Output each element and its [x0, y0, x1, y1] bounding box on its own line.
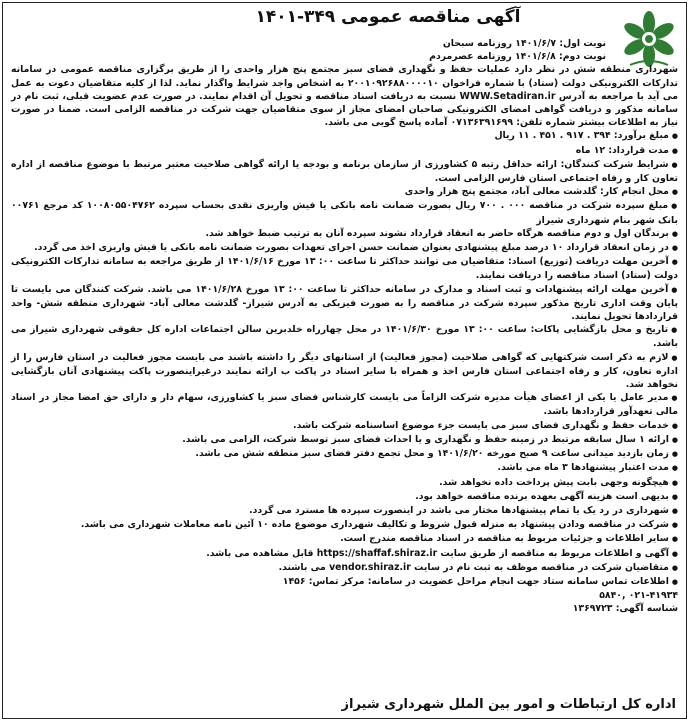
first-publication: نوبت اول: ۱۴۰۱/۶/۷ روزنامه سبحان	[442, 38, 606, 49]
list-item: ● خدمات حفظ و نگهداری فضای سبز می بایست جزء موضوع اساسنامه شرکت باشد.	[11, 419, 678, 433]
list-item: ● مدت قرارداد: ۱۲ ماه	[11, 144, 678, 158]
list-item: ● تاریخ و محل بازگشایی پاکات: ساعت ۰۰: ۱۳ مورخ ۱۴۰۱/۶/۳۰ در محل چهارراه خلدبرین سالن اجتماعات اداره کل حقوقی شهرداری شیراز می باشد.	[11, 323, 678, 350]
list-item: ● شرکت در مناقصه ودادن پیشنهاد به منزله قبول شروط و تکالیف شهرداری موضوع ماده ۱۰ آئین نامه معاملات شهرداری می باشد.	[11, 518, 678, 532]
list-item: ● برندگان اول و دوم مناقصه هرگاه حاضر به انعقاد قرارداد نشوند سپرده آنان به ترتیب ضبط خواهد شد.	[11, 227, 678, 241]
list-item: ● اطلاعات تماس سامانه ستاد جهت انجام مراحل عضویت در سامانه: مرکز تماس: ۱۴۵۶	[11, 575, 678, 589]
list-item: ● هیچگونه وجهی بابت پیش پرداخت داده نخواهد شد.	[11, 476, 678, 490]
list-item: ● آخرین مهلت دریافت (توزیع) اسناد: متقاضیان می توانند حداکثر تا ساعت ۰۰: ۱۳ مورخ ۱۴۰۱/۶/۱۶ از طریق مراجعه به سامانه تدارکات الکترونیکی دولت (ستاد) اسناد مناقصه را دریافت نمایند.	[11, 255, 678, 282]
list-item: ● شهرداری در رد یک یا تمام پیشنهادها مختار می باشد در اینصورت سپرده ها مسترد می گردد.	[11, 504, 678, 518]
list-item: ● در زمان انعقاد قرارداد ۱۰ درصد مبلغ پیشنهادی بعنوان ضمانت حسن اجرای تعهدات بصورت ضمانت نامه بانکی یا فیش واریزی اخذ می گردد.	[11, 241, 678, 255]
list-item: ● زمان بازدید میدانی ساعت ۹ صبح مورخه ۱۴۰۱/۶/۲۰ و محل تجمع دفتر فضای سبز منطقه شش می باشد.	[11, 447, 678, 461]
ad-identifier: شناسه آگهی: ۱۳۶۹۷۲۳	[572, 603, 678, 615]
list-item: ● متقاضیان شرکت در مناقصه موظف به ثبت نام در سایت vendor.shiraz.ir می باشند.	[11, 561, 678, 575]
intro-paragraph: شهرداری منطقه شش در نظر دارد عملیات حفظ و نگهداری فضای سبز مجتمع پنج هزار واحدی را از طریق برگزاری مناقصه عمومی در سامانه تدارکات الکترونیکی دولت (ستاد) با شماره فراخوان ۲۰۰۱۰۹۲۶۸۸۰۰۰۰۱۰ به اشخاص واجد شرایط واگذار نماید. لذا از کلیه متقاضیان دعوت به عمل می آید با مراجعه به آدرس WWW.Setadiran.ir نسبت به دریافت اسناد مناقصه و تحویل آن اقدام نمایند. در صورت عدم عضویت قبلی، ثبت نام در سامانه مذکور و دریافت گواهی امضای الکترونیکی صاحبان امضای مجاز از سوی متقاضیان جهت شرکت در مناقصه الزامی است. ضمنا در صورت نیاز به اطلاعات بیشتر شماره تلفن: ۰۷۱۳۶۳۹۱۶۹۹ آماده پاسخ گویی می باشد.	[11, 64, 679, 129]
list-item: ● آخرین مهلت ارائه پیشنهادات و ثبت اسناد و مدارک در سامانه حداکثر تا ساعت ۰۰: ۱۳ مورخ ۱۴۰۱/۶/۲۸ می باشد. شرکت کنندگان می بایست تا پایان وقت اداری تاریخ مذکور سپرده شرکت در مناقصه را به صورت فیزیکی به آدرس شیراز- گلدشت معالی آباد- شهرداری منطقه شش- واحد قراردادها تحویل نمایند.	[11, 283, 678, 324]
list-item: ● محل انجام کار: گلدشت معالی آباد، مجتمع پنج هزار واحدی	[11, 185, 678, 199]
list-item: ● مبلغ سپرده شرکت در مناقصه ۰۰۰ . ۷۰۰ ریال بصورت ضمانت نامه بانکی یا فیش واریزی نقدی بحساب سپرده ۱۰۰۸۰۵۵۰۴۷۶۲ کد مرجع ۰۰۷۶۱ بانک شهر بنام شهرداری شیراز	[11, 199, 678, 226]
list-item: ● مبلغ برآورد: ۳۹۴ . ۹۱۷ . ۴۵۱ . ۱۱ ریال	[11, 129, 678, 143]
footer-organization: اداره کل ارتباطات و امور بین الملل شهرداری شیراز	[341, 697, 676, 712]
phone-line: ۰۲۱-۴۱۹۳۴ ,۵۸۴۰	[599, 590, 678, 602]
list-item: ● ارائه ۱ سال سابقه مرتبط در زمینه حفظ و نگهداری و یا احداث فضای سبز توسط شرکت، الزامی می باشد.	[11, 433, 678, 447]
list-item: ● لازم به ذکر است شرکتهایی که گواهی صلاحیت (مجوز فعالیت) از استانهای دیگر را داشته باشند می بایست مجوز فعالیت در استان فارس را از اداره تعاون، کار و رفاه اجتماعی استان فارس اخذ و همراه با سایر اسناد در پاکت ب ارائه نمایند درغیراینصورت پاکت پیشنهادی آنان بازگشایی نخواهد شد.	[11, 351, 678, 392]
list-item: ● شرایط شرکت کنندگان: ارائه حداقل رتبه ۵ کشاورزی از سازمان برنامه و بودجه یا ارائه گواهی صلاحیت معتبر مرتبط با موضوع مناقصه از اداره تعاون کار و رفاه اجتماعی استان فارس الزامی است.	[11, 158, 678, 185]
list-item: ● مدت اعتبار پیشنهادها ۳ ماه می باشد.	[11, 461, 678, 475]
list-item: ● بدیهی است هزینه آگهی بعهده برنده مناقصه خواهد بود.	[11, 490, 678, 504]
list-item: ● مدیر عامل یا یکی از اعضای هیأت مدیره شرکت الزاماً می بایست کارشناس فضای سبز یا کشاورزی، سهام دار و دارای حق امضا مجاز در اسناد مالی تعهدآور قراردادها باشد.	[11, 391, 678, 418]
notice-title: آگهی مناقصه عمومی ۳۴۹-۱۴۰۱	[255, 7, 521, 27]
list-item: ● آگهی و اطلاعات مربوط به مناقصه از طریق سایت https://shaffaf.shiraz.ir قابل مشاهده می باشد.	[11, 547, 678, 561]
notice-body	[11, 37, 678, 714]
second-publication: نوبت دوم: ۱۴۰۱/۶/۸ روزنامه عصرمردم	[429, 51, 606, 63]
tender-notice	[2, 2, 687, 719]
list-item: ● سایر اطلاعات و جزئیات مربوط به مناقصه در اسناد مناقصه مندرج است.	[11, 532, 678, 546]
